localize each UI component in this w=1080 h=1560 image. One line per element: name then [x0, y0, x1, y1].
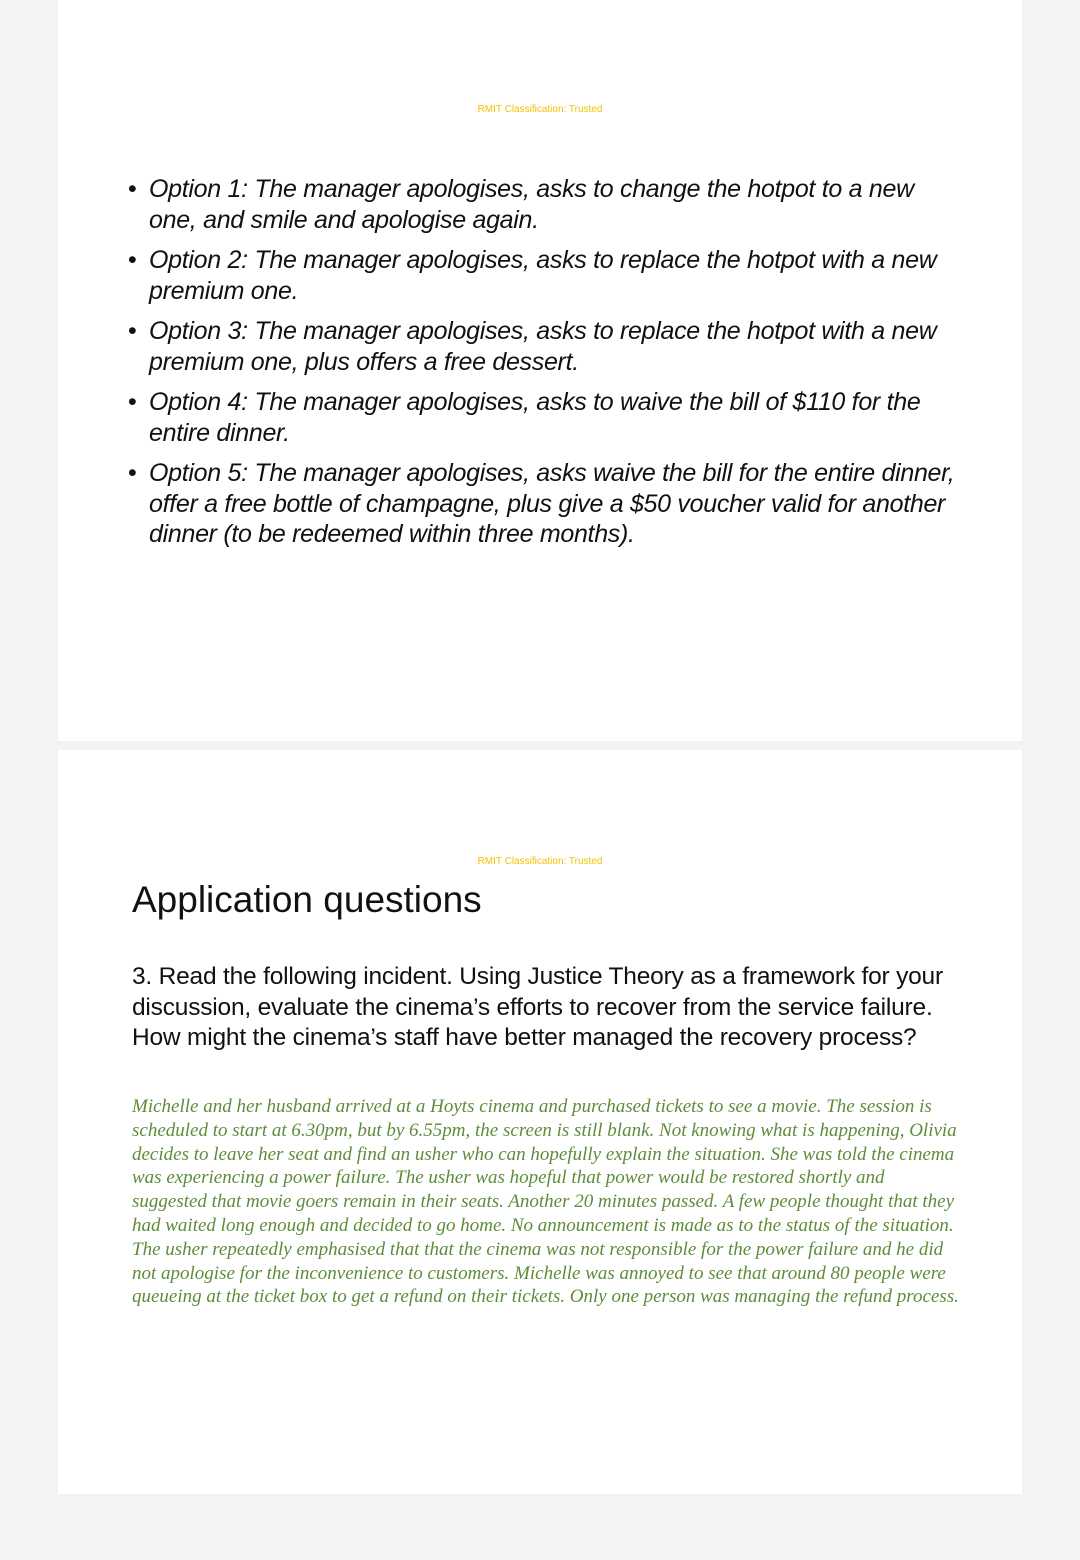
option-text: Option 4: The manager apologises, asks to waive the bill of $110 for the entire dinner.	[149, 388, 921, 447]
slide-options	[58, 0, 1022, 741]
option-text: Option 2: The manager apologises, asks to replace the hotpot with a new premium one.	[149, 246, 937, 305]
option-item	[128, 458, 958, 550]
option-text: Option 5: The manager apologises, asks waive the bill for the entire dinner, offer a free bottle of champagne, plus give a $50 voucher valid for another dinner (to be redeemed within three months).	[149, 459, 955, 548]
classification-label: RMIT Classification: Trusted	[477, 104, 603, 115]
slide-title: Application questions	[132, 879, 482, 920]
bullet-icon: •	[128, 246, 137, 274]
option-item	[128, 245, 958, 306]
option-item	[128, 316, 958, 377]
options-list	[128, 174, 958, 560]
incident-text: Michelle and her husband arrived at a Hoyts cinema and purchased tickets to see a movie. The session is scheduled to start at 6.30pm, but by 6.55pm, the screen is still blank. Not knowing what is happening, Olivia decides to leave her seat and find an usher who can hopefully explain the situation. She was told the cinema was experiencing a power failure. The usher was hopeful that power would be restored shortly and suggested that movie goers remain in their seats. Another 20 minutes passed. A few people thought that they had waited long enough and decided to go home. No announcement is made as to the status of the situation. The usher repeatedly emphasised that that the cinema was not responsible for the power failure and he did not apologise for the inconvenience to customers. Michelle was annoyed to see that around 80 people were queueing at the ticket box to get a refund on their tickets. Only one person was managing the refund process.	[132, 1096, 959, 1308]
slide-application-questions	[58, 750, 1022, 1494]
question-text: 3. Read the following incident. Using Justice Theory as a framework for your discussion, evaluate the cinema’s efforts to recover from the service failure. How might the cinema’s staff have better managed the recovery process?	[132, 963, 943, 1051]
bullet-icon: •	[128, 175, 137, 203]
bullet-icon: •	[128, 388, 137, 416]
option-text: Option 3: The manager apologises, asks to replace the hotpot with a new premium one, plus offers a free dessert.	[149, 317, 937, 376]
bullet-icon: •	[128, 317, 137, 345]
bullet-icon: •	[128, 459, 137, 487]
option-item	[128, 174, 958, 235]
classification-label: RMIT Classification: Trusted	[477, 856, 603, 867]
option-item	[128, 387, 958, 448]
option-text: Option 1: The manager apologises, asks to change the hotpot to a new one, and smile and apologise again.	[149, 175, 914, 234]
